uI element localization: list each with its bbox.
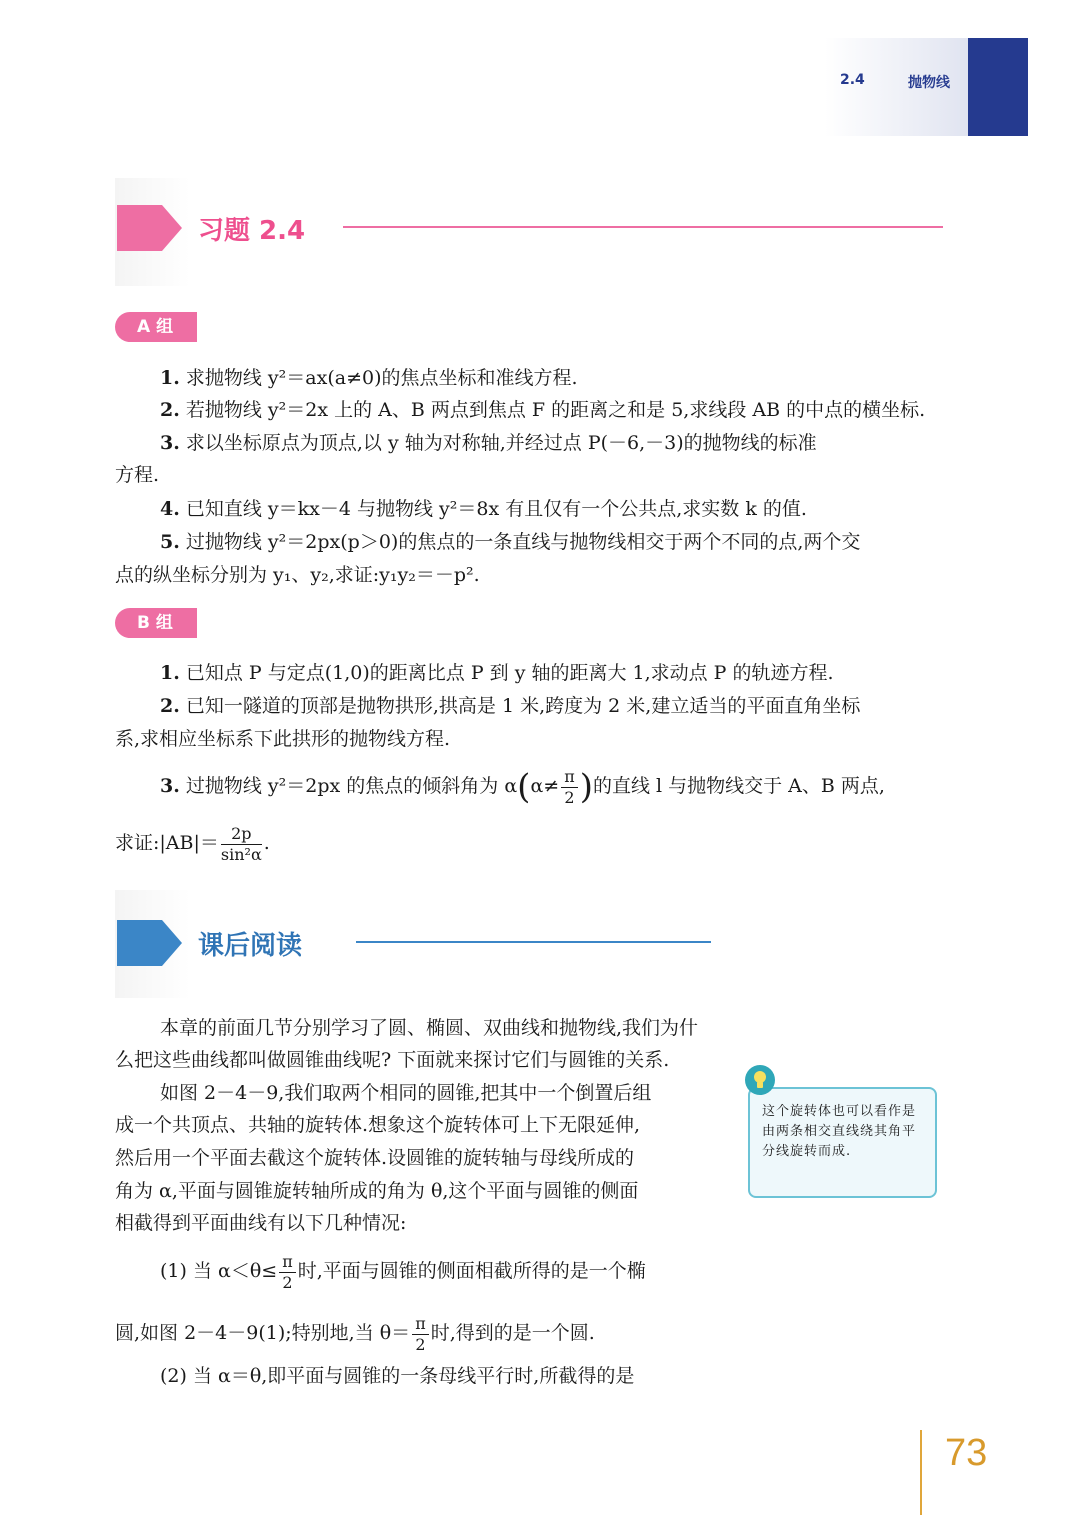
exercise-title: 习题 2.4 — [198, 216, 306, 246]
header-section-name: 抛物线 — [908, 75, 950, 91]
group-b-badge: B 组 — [115, 608, 197, 638]
exercise-arrow-icon — [117, 205, 182, 251]
group-a-item-2: 2. 若抛物线 y²＝2x 上的 A、B 两点到焦点 F 的距离之和是 5,求线段 AB 的中点的横坐标. — [160, 399, 926, 421]
group-b-item-3-cont: 求证:|AB|＝ $\frac{2p}{\text{sin²α}}$ . — [115, 823, 270, 864]
group-a-badge: A 组 — [115, 312, 197, 342]
reading-p1-line1: 本章的前面几节分别学习了圆、椭圆、双曲线和抛物线,我们为什 — [160, 1017, 699, 1039]
exercise-title-rule — [343, 226, 943, 228]
reading-p2-line1: 如图 2－4－9,我们取两个相同的圆锥,把其中一个倒置后组 — [160, 1082, 652, 1104]
group-a-item-3: 3. 求以坐标原点为顶点,以 y 轴为对称轴,并经过点 P(－6,－3)的抛物线的标准 — [160, 432, 817, 454]
reading-p1-line2: 么把这些曲线都叫做圆锥曲线呢? 下面就来探讨它们与圆锥的关系. — [115, 1049, 670, 1071]
reading-case1-line2: 圆,如图 2－4－9(1);特别地,当 θ＝ $\frac{\pi}{2}$ 时,得到的是一个圆. — [115, 1313, 595, 1354]
group-b-item-2: 2. 已知一隧道的顶部是抛物拱形,拱高是 1 米,跨度为 2 米,建立适当的平面直角坐标 — [160, 695, 861, 717]
group-b-item-2-cont: 系,求相应坐标系下此拱形的抛物线方程. — [115, 728, 451, 750]
reading-case2-line1: (2) 当 α＝θ,即平面与圆锥的一条母线平行时,所截得的是 — [160, 1365, 635, 1387]
page-number: 73 — [945, 1432, 988, 1474]
group-a-item-1: 1. 求抛物线 y²＝ax(a≠0)的焦点坐标和准线方程. — [160, 367, 578, 389]
reading-p2-line5: 相截得到平面曲线有以下几种情况: — [115, 1212, 407, 1234]
reading-p2-line3: 然后用一个平面去截这个旋转体.设圆锥的旋转轴与母线所成的 — [115, 1147, 635, 1169]
page-number-rule — [920, 1430, 922, 1515]
side-note-text: 这个旋转体也可以看作是由两条相交直线绕其角平分线旋转而成. — [762, 1104, 917, 1159]
reading-p2-line4: 角为 α,平面与圆锥旋转轴所成的角为 θ,这个平面与圆锥的侧面 — [115, 1180, 639, 1202]
group-a-item-5-cont: 点的纵坐标分别为 y₁、y₂,求证:y₁y₂＝－p². — [115, 564, 480, 586]
reading-title: 课后阅读 — [198, 931, 303, 961]
reading-p2-line2: 成一个共顶点、共轴的旋转体.想象这个旋转体可上下无限延伸, — [115, 1114, 641, 1136]
group-a-item-4: 4. 已知直线 y＝kx－4 与抛物线 y²＝8x 有且仅有一个公共点,求实数 k 的值. — [160, 498, 807, 520]
reading-case1-line1: (1) 当 α＜θ≤ $\frac{\pi}{2}$ 时,平面与圆锥的侧面相截所得的是一个椭 — [160, 1251, 646, 1292]
group-a-item-5: 5. 过抛物线 y²＝2px(p＞0)的焦点的一条直线与抛物线相交于两个不同的点,两个交 — [160, 531, 861, 553]
header-section-number: 2.4 — [840, 72, 865, 88]
lightbulb-icon — [744, 1064, 776, 1096]
group-b-item-1: 1. 已知点 P 与定点(1,0)的距离比点 P 到 y 轴的距离大 1,求动点 P 的轨迹方程. — [160, 662, 834, 684]
group-b-item-3: 3. 过抛物线 y²＝2px 的焦点的倾斜角为 α(α≠ $\frac{\pi}{2}$ )的直线 l 与抛物线交于 A、B 两点, — [160, 766, 885, 807]
header-bar — [968, 38, 1028, 136]
group-a-item-3-cont: 方程. — [115, 464, 160, 486]
reading-arrow-icon — [117, 920, 182, 966]
reading-title-rule — [356, 941, 711, 943]
